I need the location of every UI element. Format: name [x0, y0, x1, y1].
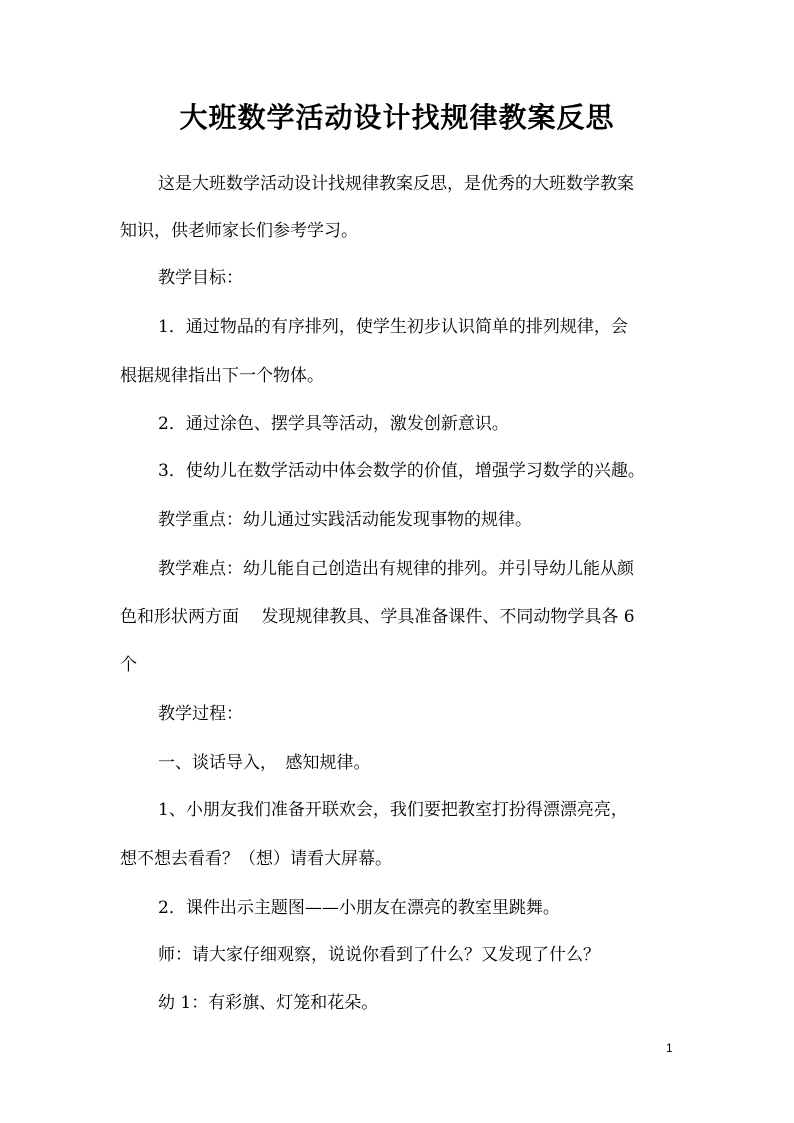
paragraph-line: 教学难点：幼儿能自己创造出有规律的排列。并引导幼儿能从颜 [158, 559, 634, 579]
paragraph-line: 一、谈话导入， 感知规律。 [158, 753, 371, 773]
paragraph-line: 教学目标： [158, 268, 243, 288]
paragraph-line: 根据规律指出下一个物体。 [120, 366, 324, 386]
paragraph-line: 教学重点：幼儿通过实践活动能发现事物的规律。 [158, 510, 532, 530]
document-title: 大班数学活动设计找规律教案反思 [179, 101, 615, 134]
paragraph-line: 想不想去看看？（想）请看大屏幕。 [120, 849, 392, 869]
paragraph-line: 色和形状两方面 发现规律教具、学具准备课件、不同动物学具各 6 [120, 607, 635, 627]
paragraph-line: 3．使幼儿在数学活动中体会数学的价值，增强学习数学的兴趣。 [158, 461, 645, 481]
paragraph-line: 幼 1：有彩旗、灯笼和花朵。 [158, 993, 379, 1013]
page-number: 1 [666, 1041, 673, 1055]
paragraph-line: 个 [120, 655, 137, 675]
paragraph-line: 2．通过涂色、摆学具等活动，激发创新意识。 [158, 414, 509, 434]
paragraph-line: 师：请大家仔细观察，说说你看到了什么？又发现了什么？ [158, 945, 600, 965]
paragraph-line: 教学过程： [158, 704, 243, 724]
paragraph-line: 知识，供老师家长们参考学习。 [120, 221, 358, 241]
paragraph-line: 这是大班数学活动设计找规律教案反思，是优秀的大班数学教案 [158, 174, 634, 194]
paragraph-line: 1、小朋友我们准备开联欢会，我们要把教室打扮得漂漂亮亮， [158, 800, 628, 820]
paragraph-line: 2．课件出示主题图——小朋友在漂亮的教室里跳舞。 [158, 898, 560, 918]
paragraph-line: 1．通过物品的有序排列，使学生初步认识简单的排列规律，会 [158, 317, 628, 337]
